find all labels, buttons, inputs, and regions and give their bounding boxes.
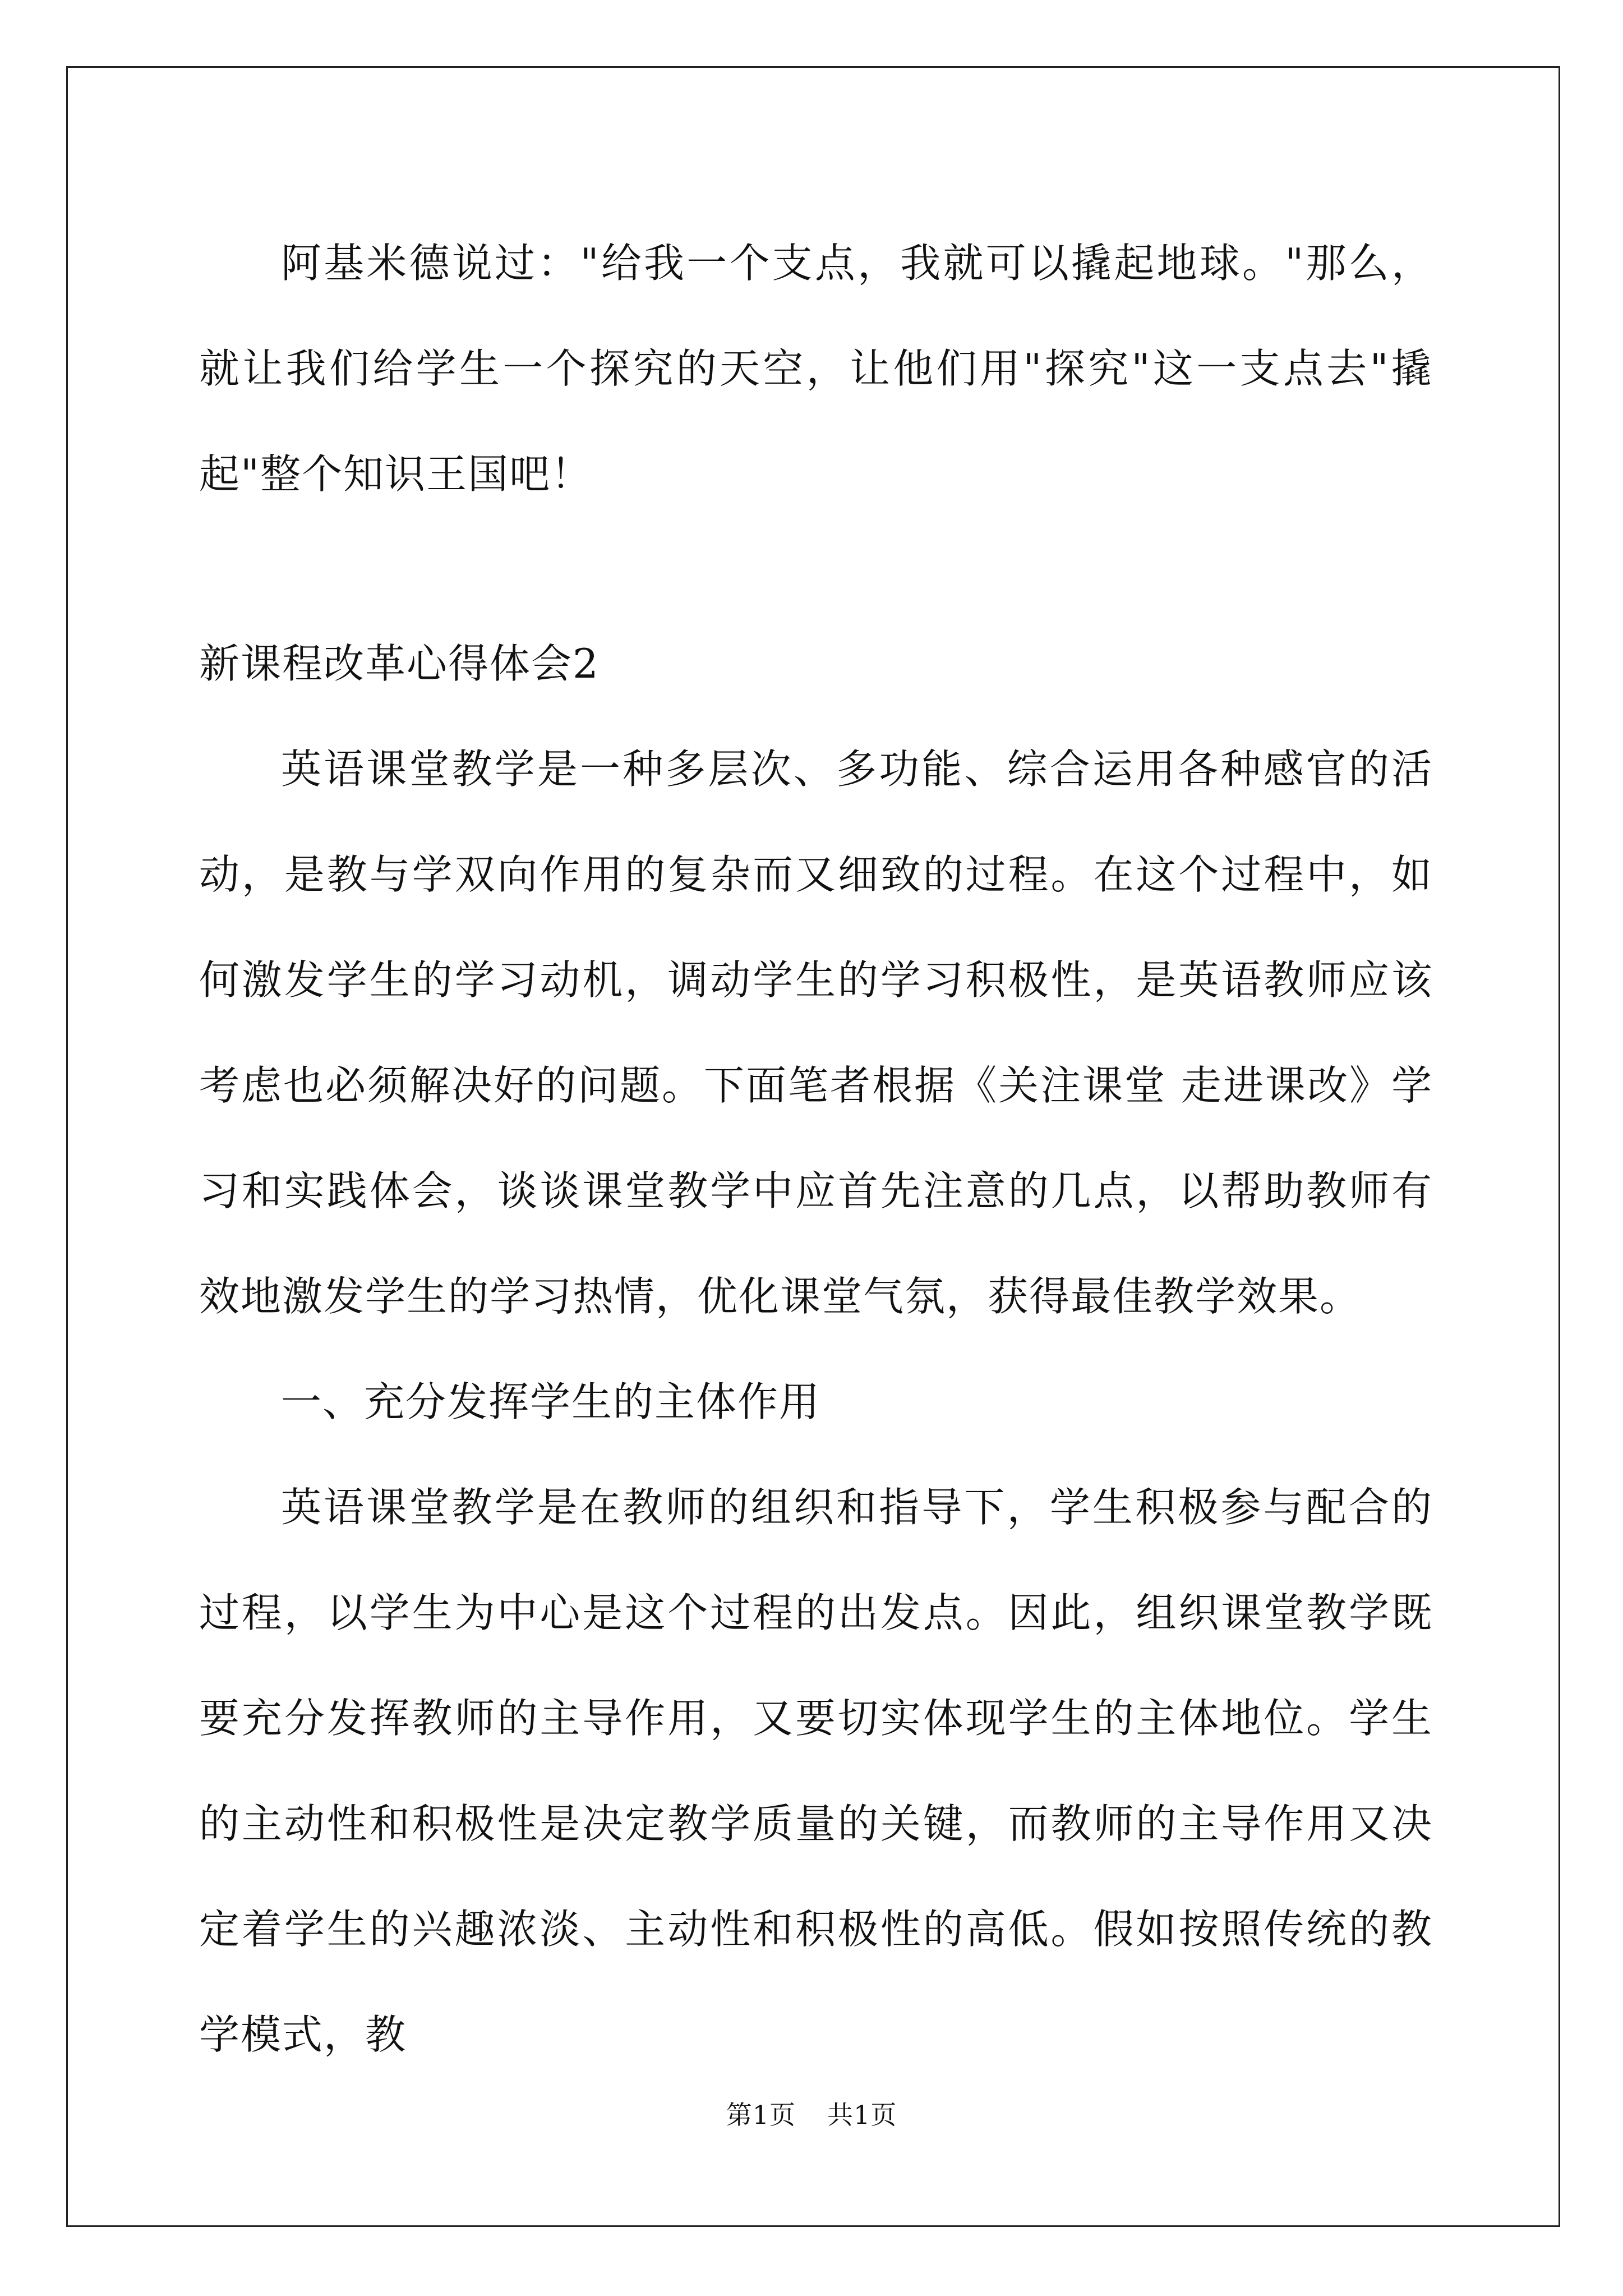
section-title: 新课程改革心得体会2 bbox=[199, 640, 600, 687]
paragraph-intro: 英语课堂教学是一种多层次、多功能、综合运用各种感官的活动，是教与学双向作用的复杂而又细致的过程。在这个过程中，如何激发学生的学习动机，调动学生的学习积极性，是英语教师应该考虑也必须解决好的问题。下面笔者根据《关注课堂 走进课改》学习和实践体会，谈谈课堂教学中应首先注意的几点，以帮助教师有效地激发学生的学习热情，优化课堂气氛，获得最佳教学效果。 bbox=[199, 746, 1433, 1320]
page-footer bbox=[0, 2098, 1623, 2132]
page-total: 共1页 bbox=[827, 2100, 897, 2130]
document-body bbox=[199, 210, 1433, 2087]
paragraph-student-subject: 英语课堂教学是在教师的组织和指导下，学生积极参与配合的过程，以学生为中心是这个过程的出发点。因此，组织课堂教学既要充分发挥教师的主导作用，又要切实体现学生的主体地位。学生的主动性和积极性是决定教学质量的关键，而教师的主导作用又决定着学生的兴趣浓淡、主动性和积极性的高低。假如按照传统的教学模式，教 bbox=[199, 1484, 1433, 2058]
paragraph-archimedes: 阿基米德说过："给我一个支点，我就可以撬起地球。"那么，就让我们给学生一个探究的天空，让他们用"探究"这一支点去"撬起"整个知识王国吧！ bbox=[199, 240, 1433, 498]
page-number: 第1页 bbox=[726, 2100, 796, 2130]
heading-student-subject: 一、充分发挥学生的主体作用 bbox=[281, 1378, 821, 1425]
